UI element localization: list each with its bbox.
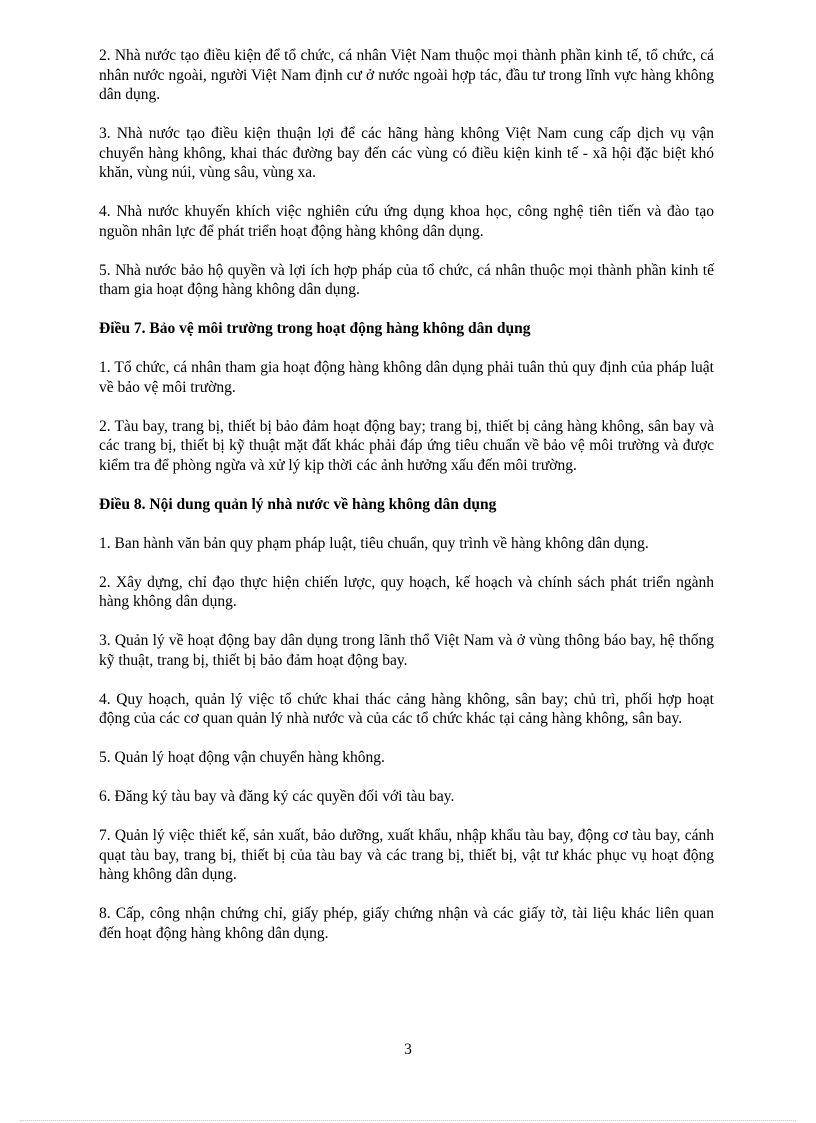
paragraph-clause-5: 5. Nhà nước bảo hộ quyền và lợi ích hợp pháp của tổ chức, cá nhân thuộc mọi thành phần kinh tế tham gia hoạt động hàng không dân dụng.: [99, 261, 714, 298]
article-7-clause-1: 1. Tổ chức, cá nhân tham gia hoạt động hàng không dân dụng phải tuân thủ quy định của pháp luật về bảo vệ môi trường.: [99, 359, 714, 396]
article-8-clause-7: 7. Quản lý việc thiết kế, sản xuất, bảo dưỡng, xuất khẩu, nhập khẩu tàu bay, động cơ tàu bay, cánh quạt tàu bay, trang bị, thiết bị của tàu bay và các trang bị, thiết bị, vật tư khác phục vụ hoạt động hàng không dân dụng.: [99, 827, 714, 883]
article-8-clause-3: 3. Quản lý về hoạt động bay dân dụng trong lãnh thổ Việt Nam và ở vùng thông báo bay, hệ thống kỹ thuật, trang bị, thiết bị bảo đảm hoạt động bay.: [99, 632, 714, 669]
article-8-clause-5: 5. Quản lý hoạt động vận chuyển hàng không.: [99, 749, 385, 766]
paragraph-clause-3: 3. Nhà nước tạo điều kiện thuận lợi để các hãng hàng không Việt Nam cung cấp dịch vụ vận chuyển hàng không, khai thác đường bay đến các vùng có điều kiện kinh tế - xã hội đặc biệt khó khăn, vùng núi, vùng sâu, vùng xa.: [99, 125, 714, 181]
document-body: [99, 46, 714, 963]
article-8-clause-8: 8. Cấp, công nhận chứng chỉ, giấy phép, giấy chứng nhận và các giấy tờ, tài liệu khác liên quan đến hoạt động hàng không dân dụng.: [99, 905, 714, 942]
article-7-heading: Điều 7. Bảo vệ môi trường trong hoạt động hàng không dân dụng: [99, 320, 531, 337]
page-bottom-border: [20, 1120, 796, 1121]
paragraph-clause-2: 2. Nhà nước tạo điều kiện để tổ chức, cá nhân Việt Nam thuộc mọi thành phần kinh tế, tổ chức, cá nhân nước ngoài, người Việt Nam định cư ở nước ngoài hợp tác, đầu tư trong lĩnh vực hàng không dân dụng.: [99, 47, 714, 103]
paragraph-clause-4: 4. Nhà nước khuyến khích việc nghiên cứu ứng dụng khoa học, công nghệ tiên tiến và đào tạo nguồn nhân lực để phát triển hoạt động hàng không dân dụng.: [99, 203, 714, 240]
article-8-clause-6: 6. Đăng ký tàu bay và đăng ký các quyền đối với tàu bay.: [99, 788, 455, 805]
article-8-heading: Điều 8. Nội dung quản lý nhà nước về hàng không dân dụng: [99, 495, 497, 513]
page-number: 3: [404, 1041, 412, 1058]
article-8-clause-4: 4. Quy hoạch, quản lý việc tổ chức khai thác cảng hàng không, sân bay; chủ trì, phối hợp hoạt động của các cơ quan quản lý nhà nước và của các tổ chức khác tại cảng hàng không, sân bay.: [99, 690, 714, 727]
article-7-clause-2: 2. Tàu bay, trang bị, thiết bị bảo đảm hoạt động bay; trang bị, thiết bị cảng hàng không, sân bay và các trang bị, thiết bị kỹ thuật mặt đất khác phải đáp ứng tiêu chuẩn về bảo vệ môi trường và được kiểm tra để phòng ngừa và xử lý kịp thời các ảnh hưởng xấu đến môi trường.: [99, 417, 714, 474]
article-8-clause-1: 1. Ban hành văn bản quy phạm pháp luật, tiêu chuẩn, quy trình về hàng không dân dụng.: [99, 534, 649, 552]
article-8-clause-2: 2. Xây dựng, chỉ đạo thực hiện chiến lược, quy hoạch, kế hoạch và chính sách phát triển ngành hàng không dân dụng.: [99, 573, 714, 610]
